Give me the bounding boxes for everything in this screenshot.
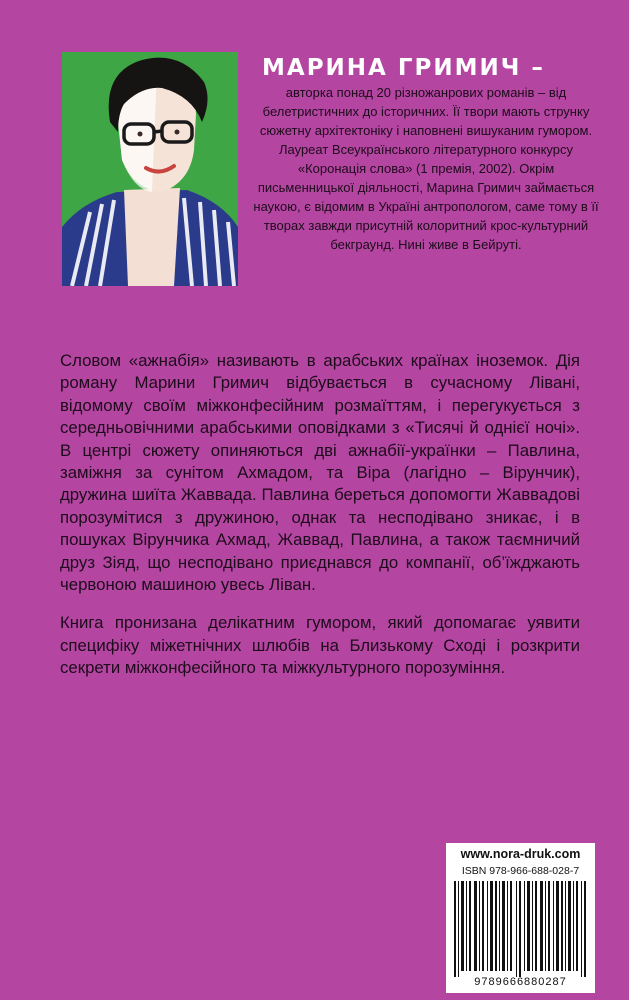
isbn-label: ISBN 978-966-688-028-7	[461, 865, 580, 877]
description-paragraph: Словом «ажнабія» називають в арабських країнах іноземок. Дія роману Марини Гримич відбувається в сучасному Лівані, відомому своїм міжконфесійним розмаїттям, і перегукується з середньовічними арабськими оповідками з «Тисячі й однієї ночі». В центрі сюжету опиняються дві ажнабії-українки – Павлина, заміжня за сунітом Ахмадом, та Віра (лагідно – Вірунчик), дружина шиїта Жаввада. Павлина береться допомогти Жаввадові порозумітися з дружиною, однак та несподівано зникає, і в пошуках Вірунчика Ахмад, Жаввад, Павлина, а також таємничий друз Зіяд, що несподівано приєднався до компанії, об’їжджають червоною машиною увесь Ліван.	[60, 351, 580, 595]
publisher-website: www.nora-druk.com	[460, 847, 581, 861]
author-name: МАРИНА ГРИМИЧ –	[262, 55, 545, 81]
barcode-number: 9789666880287	[474, 976, 567, 988]
author-bio: авторка понад 20 різножанрових романів – від белетристичних до історичних. Її твори мають струнку сюжетну архітектоніку і наповнені вишуканим гумором. Лауреат Всеукраїнського літературного конкурсу «Коронація слова» (1 премія, 2002). Окрім письменницької діяльності, Марина Гримич займається наукою, є відомим в Україні антропологом, саме тому в її творах завжди присутній колоритний крос-культурний бекграунд. Нині живе в Бейруті.	[253, 85, 599, 252]
description-paragraph: Книга пронизана делікатним гумором, який допомагає уявити специфіку міжетнічних шлюбів на Близькому Сході і розкрити секрети міжконфесійного та міжкультурного порозуміння.	[60, 613, 580, 678]
author-portrait	[62, 52, 238, 286]
barcode-icon	[452, 881, 589, 977]
book-description	[60, 350, 580, 696]
barcode-panel	[446, 843, 595, 993]
